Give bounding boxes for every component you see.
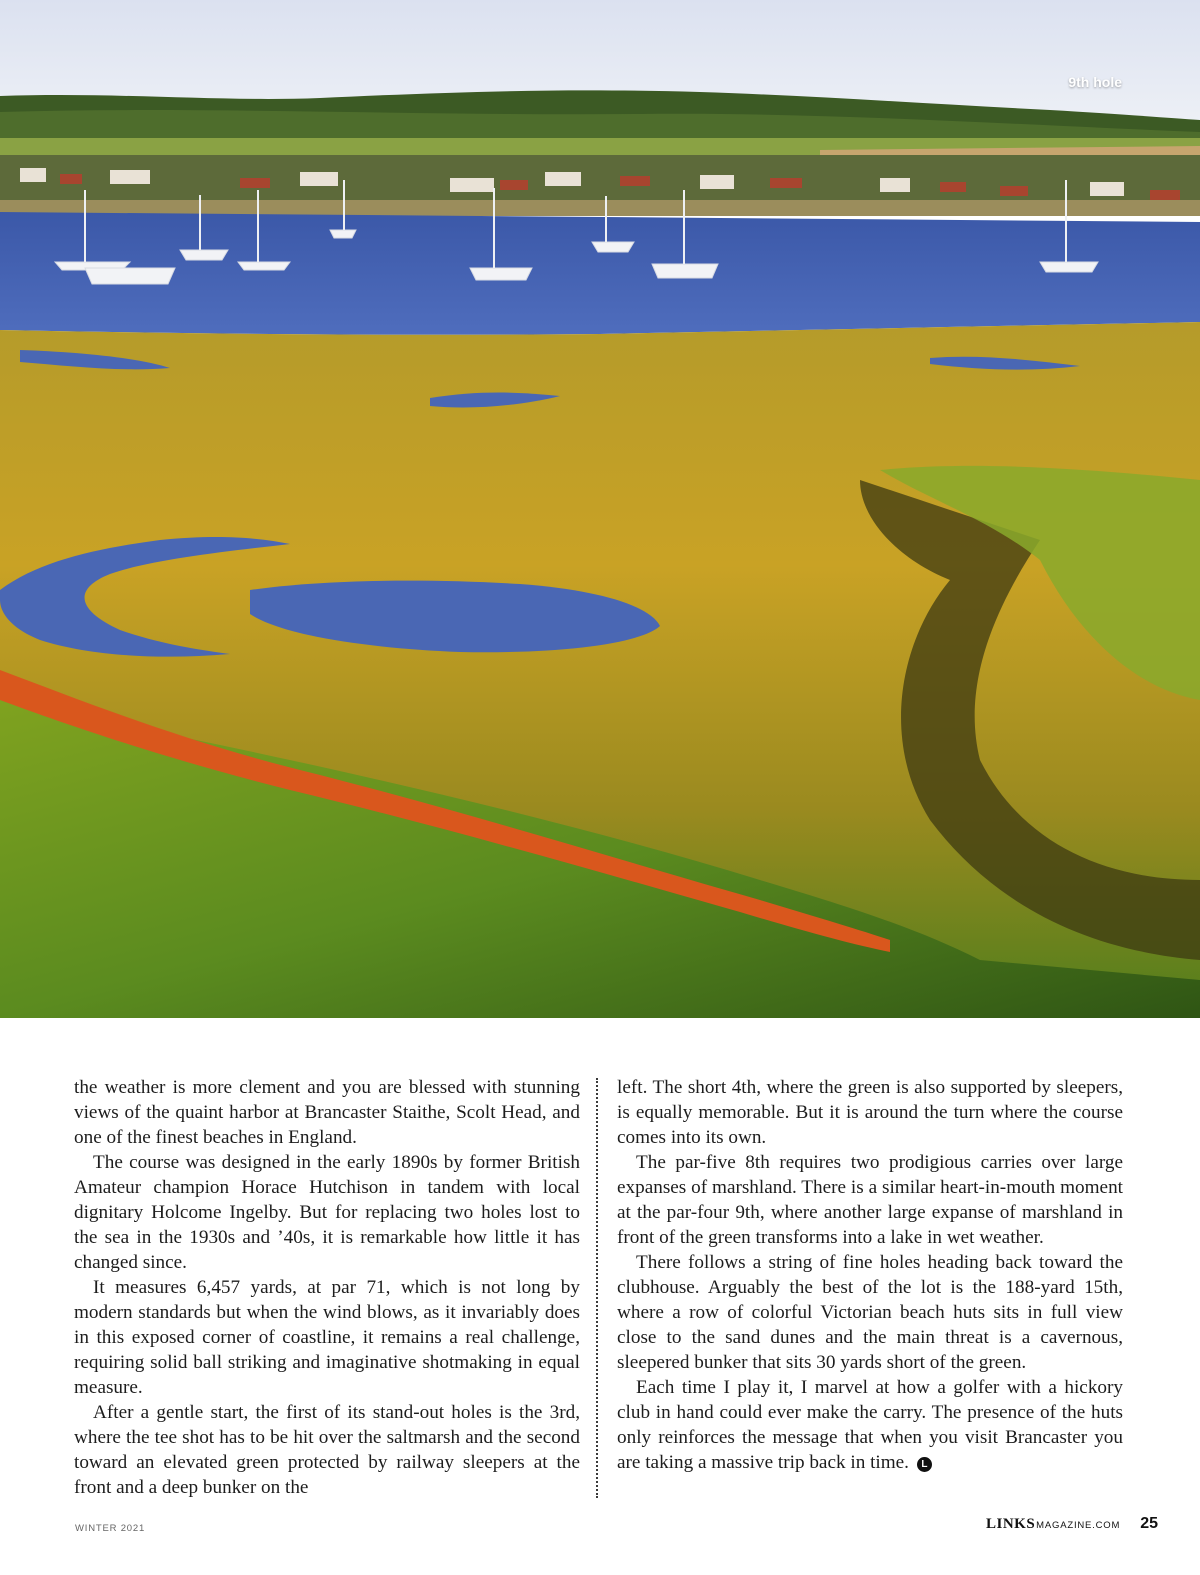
- article-column-right: [617, 1075, 1123, 1475]
- brand-suffix: MAGAZINE.COM: [1036, 1520, 1121, 1531]
- photo-caption: 9th hole: [1068, 74, 1122, 90]
- issue-label: WINTER 2021: [75, 1523, 146, 1534]
- paragraph: It measures 6,457 yards, at par 71, which is not long by modern standards but when the wind blows, as it invariably does in this exposed corner of coastline, it remains a real challenge, requiring solid ball striking and imaginative shotmaking in equal measure.: [74, 1277, 580, 1398]
- column-divider: [596, 1078, 598, 1498]
- paragraph: left. The short 4th, where the green is also supported by sleepers, is equally memorable. But it is around the turn where the course comes into its own.: [617, 1077, 1123, 1148]
- paragraph: The course was designed in the early 1890s by former British Amateur champion Horace Hutchison in tandem with local dignitary Holcome Ingelby. But for replacing two holes lost to the sea in the 1930s and ’40s, it is remarkable how little it has changed since.: [74, 1152, 580, 1273]
- page-number: 25: [1140, 1515, 1158, 1532]
- paragraph: After a gentle start, the first of its stand-out holes is the 3rd, where the tee shot has to be hit over the saltmarsh and the second toward an elevated green protected by railway sleepers at the front and a deep bunker on the: [74, 1402, 580, 1498]
- article-column-left: [74, 1075, 580, 1500]
- paragraph: There follows a string of fine holes heading back toward the clubhouse. Arguably the best of the lot is the 188-yard 15th, where a row of colorful Victorian beach huts sits in full view close to the sand dunes and the main threat is a cavernous, sleepered bunker that sits 30 yards short of the green.: [617, 1252, 1123, 1373]
- paragraph-final: [617, 1375, 1123, 1475]
- end-of-article-icon: L: [917, 1457, 932, 1472]
- paragraph-text: Each time I play it, I marvel at how a golfer with a hickory club in hand could ever make the carry. The presence of the huts only reinforces the message that when you visit Brancaster you are taking a massive trip back in time.: [617, 1377, 1123, 1473]
- brand-name: LINKS: [985, 1516, 1036, 1532]
- footer-brand: [986, 1515, 1158, 1533]
- paragraph: the weather is more clement and you are blessed with stunning views of the quaint harbor at Brancaster Staithe, Scolt Head, and one of the finest beaches in England.: [74, 1077, 580, 1148]
- paragraph: The par-five 8th requires two prodigious carries over large expanses of marshland. There is a similar heart-in-mouth moment at the par-four 9th, where another large expanse of marshland in front of the green transforms into a lake in wet weather.: [617, 1152, 1123, 1248]
